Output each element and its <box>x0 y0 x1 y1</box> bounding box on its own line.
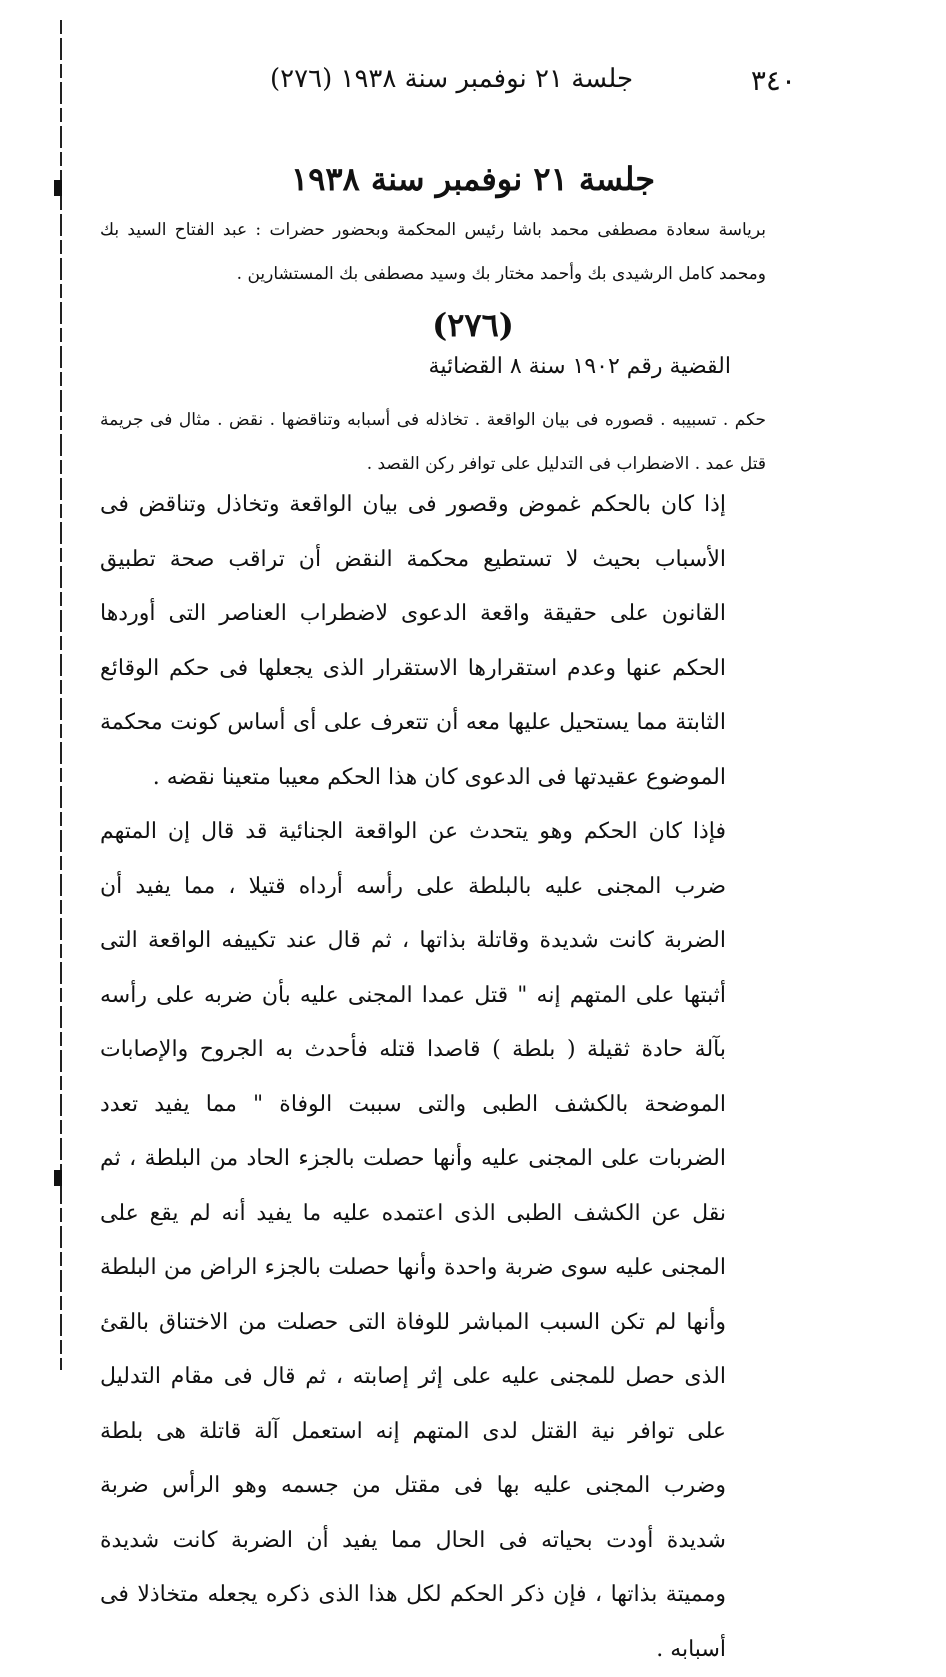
presence-text: برياسة سعادة مصطفى محمد باشا رئيس المحكمة وبحضور حضرات : عبد الفتاح السيد بك ومحمد كامل الرشيدى بك وأحمد مختار بك وسيد مصطفى بك المستشارين . <box>100 220 766 284</box>
case-reference: القضية رقم ١٩٠٢ سنة ٨ القضائية <box>428 354 731 379</box>
page-number: ٣٤٠ <box>750 64 796 97</box>
binding-margin-line <box>60 20 62 1370</box>
judgment-body <box>100 478 766 1677</box>
summary-text: حكم . تسبيبه . قصوره فى بيان الواقعة . تخاذله فى أسبابه وتناقضها . نقض . مثال فى جريمة قتل عمد . الاضطراب فى التدليل على توافر ركن القصد . <box>100 410 766 474</box>
case-number: (٢٧٦) <box>432 306 514 344</box>
binding-mark <box>54 1170 62 1186</box>
case-summary <box>100 398 766 486</box>
presence-paragraph <box>100 208 766 296</box>
running-header-title: جلسة ٢١ نوفمبر سنة ١٩٣٨ (٢٧٦) <box>270 64 634 94</box>
body-paragraph: إذا كان بالحكم غموض وقصور فى بيان الواقعة وتخاذل وتناقض فى الأسباب بحيث لا تستطيع محكمة النقض أن تراقب صحة تطبيق القانون على حقيقة واقعة الدعوى لاضطراب العناصر التى أوردها الحكم عنها وعدم استقرارها الاستقرار الذى يجعلها فى حكم الوقائع الثابتة مما يستحيل عليها معه أن تتعرف على أى أساس كونت محكمة الموضوع عقيدتها فى الدعوى كان هذا الحكم معيبا متعينا نقضه . <box>100 492 726 790</box>
session-title: جلسة ٢١ نوفمبر سنة ١٩٣٨ <box>291 160 655 198</box>
body-paragraph: فإذا كان الحكم وهو يتحدث عن الواقعة الجنائية قد قال إن المتهم ضرب المجنى عليه بالبلطة على رأسه أرداه قتيلا ، مما يفيد أن الضربة كانت شديدة وقاتلة بذاتها ، ثم قال عند تكييفه الواقعة التى أثبتها على المتهم إنه " قتل عمدا المجنى عليه بأن ضربه على رأسه بآلة حادة ثقيلة ( بلطة ) قاصدا قتله فأحدث به الجروح والإصابات الموضحة بالكشف الطبى والتى سببت الوفاة " مما يفيد تعدد الضربات على المجنى عليه وأنها حصلت بالجزء الحاد من البلطة ، ثم نقل عن الكشف الطبى الذى اعتمده عليه ما يفيد أنه لم يقع على المجنى عليه سوى ضربة واحدة وأنها حصلت بالجزء الراض من البلطة وأنها لم تكن السبب المباشر للوفاة التى حصلت من الاختناق بالقئ الذى حصل للمجنى عليه على إثر إصابته ، ثم قال فى مقام التدليل على توافر نية القتل لدى المتهم إنه استعمل آلة قاتلة هى بلطة وضرب المجنى عليه بها فى مقتل من جسمه وهو الرأس ضربة شديدة أودت بحياته فى الحال مما يفيد أن الضربة كانت شديدة ومميتة بذاتها ، فإن ذكر الحكم لكل هذا الذى ذكره يجعله متخاذلا فى أسبابه . <box>100 819 726 1662</box>
